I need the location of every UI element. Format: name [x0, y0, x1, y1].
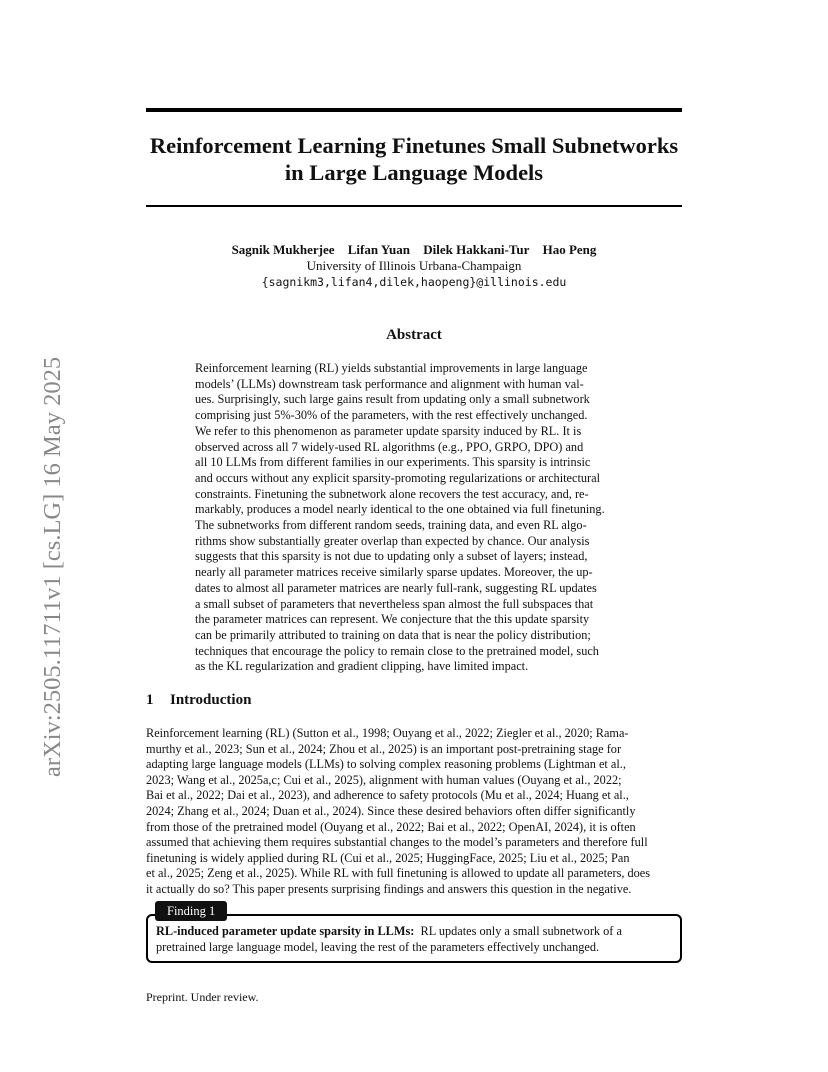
author-emails: {sagnikm3,lifan4,dilek,haopeng}@illinois.edu	[261, 275, 567, 289]
author: Hao Peng	[542, 242, 597, 257]
author: Dilek Hakkani-Tur	[423, 242, 530, 257]
abstract-line: markably, produces a model nearly identical to the one obtained via full finetuning.	[195, 502, 605, 517]
finding-label: RL-induced parameter update sparsity in LLMs:	[156, 924, 415, 938]
intro-line: murthy et al., 2023; Sun et al., 2024; Zhou et al., 2025) is an important post-pretraining stage for	[146, 741, 622, 756]
affiliation: University of Illinois Urbana-Champaign	[306, 258, 522, 273]
abstract-line: models’ (LLMs) downstream task performance and alignment with human val-	[195, 376, 584, 391]
abstract-line: can be primarily attributed to training on data that is near the policy distribution;	[195, 627, 591, 642]
finding-line: pretrained large language model, leaving the rest of the parameters effectively unchanged.	[156, 939, 600, 954]
abstract-line: a small subset of parameters that nevertheless span almost the full subspaces that	[195, 596, 594, 611]
section-title: Introduction	[170, 692, 252, 708]
finding-box	[146, 914, 682, 963]
finding-text	[156, 924, 676, 955]
footer-note: Preprint. Under review.	[146, 990, 259, 1004]
abstract-line: the parameter matrices can represent. We conjecture that the this update sparsity	[195, 612, 590, 627]
intro-line: assumed that achieving them requires substantial changes to the model’s parameters and therefore full	[146, 835, 648, 850]
intro-line: 2024; Zhang et al., 2024; Duan et al., 2024). Since these desired behaviors often differ significantly	[146, 803, 636, 818]
author: Sagnik Mukherjee	[231, 242, 335, 257]
introduction-body	[146, 726, 686, 898]
abstract-line: Reinforcement learning (RL) yields substantial improvements in large language	[195, 361, 588, 375]
intro-line: from those of the pretrained model (Ouyang et al., 2022; Bai et al., 2022; OpenAI, 2024), it is often	[146, 819, 636, 834]
title-line: in Large Language Models	[284, 160, 544, 185]
abstract-line: suggests that this sparsity is not due to updating only a subset of layers; instead,	[195, 549, 588, 564]
abstract-line: We refer to this phenomenon as parameter update sparsity induced by RL. It is	[195, 423, 582, 438]
abstract-line: as the KL regularization and gradient clipping, have limited impact.	[195, 659, 529, 674]
abstract-line: nearly all parameter matrices receive similarly sparse updates. Moreover, the up-	[195, 565, 593, 580]
finding-line	[156, 924, 676, 940]
abstract-line: all 10 LLMs from different families in our experiments. This sparsity is intrinsic	[195, 455, 591, 470]
title-line: Reinforcement Learning Finetunes Small Subnetworks	[149, 133, 679, 158]
intro-line: finetuning is widely applied during RL (Cui et al., 2025; HuggingFace, 2025; Liu et al., 2025; Pan	[146, 850, 630, 865]
intro-line: adapting large language models (LLMs) to solving complex reasoning problems (Lightman et al.,	[146, 757, 626, 772]
abstract-line: observed across all 7 widely-used RL algorithms (e.g., PPO, GRPO, DPO) and	[195, 439, 584, 454]
abstract-body	[195, 361, 635, 675]
abstract-line: comprising just 5%-30% of the parameters, with the rest effectively unchanged.	[195, 408, 588, 423]
abstract-line: rithms show substantially greater overlap than expected by chance. Our analysis	[195, 533, 590, 548]
author-list	[146, 242, 682, 258]
abstract-line: dates to almost all parameter matrices are nearly full-rank, suggesting RL updates	[195, 580, 597, 595]
section-number: 1	[146, 692, 154, 708]
abstract-line: techniques that encourage the policy to remain close to the pretrained model, such	[195, 643, 599, 658]
abstract-line: and occurs without any explicit sparsity-promoting regularizations or architectural	[195, 470, 600, 485]
section-heading	[146, 691, 682, 709]
abstract-line: ues. Surprisingly, such large gains result from updating only a small subnetwork	[195, 392, 590, 407]
title-rule-bottom	[146, 205, 682, 207]
intro-line: et al., 2025; Zeng et al., 2025). While RL with full finetuning is allowed to update all parameters, does	[146, 866, 651, 881]
intro-line: Bai et al., 2022; Dai et al., 2023), and adherence to safety protocols (Mu et al., 2024; Huang et al.,	[146, 788, 629, 803]
finding-line-rest: RL updates only a small subnetwork of a	[420, 924, 622, 938]
finding-tag: Finding 1	[155, 901, 227, 921]
intro-line: it actually do so? This paper presents surprising findings and answers this question in the negative.	[146, 881, 632, 896]
intro-line: Reinforcement learning (RL) (Sutton et al., 1998; Ouyang et al., 2022; Ziegler et al., 2020; Rama-	[146, 726, 629, 740]
intro-line: 2023; Wang et al., 2025a,c; Cui et al., 2025), alignment with human values (Ouyang et al., 2022;	[146, 772, 622, 787]
abstract-line: The subnetworks from different random seeds, training data, and even RL algo-	[195, 518, 587, 533]
abstract-heading: Abstract	[386, 327, 442, 343]
abstract-line: constraints. Finetuning the subnetwork alone recovers the test accuracy, and, re-	[195, 486, 589, 501]
paper-title	[146, 132, 682, 186]
arxiv-stamp: arXiv:2505.11711v1 [cs.LG] 16 May 2025	[39, 356, 66, 777]
author: Lifan Yuan	[347, 242, 411, 257]
title-rule-top	[146, 108, 682, 112]
